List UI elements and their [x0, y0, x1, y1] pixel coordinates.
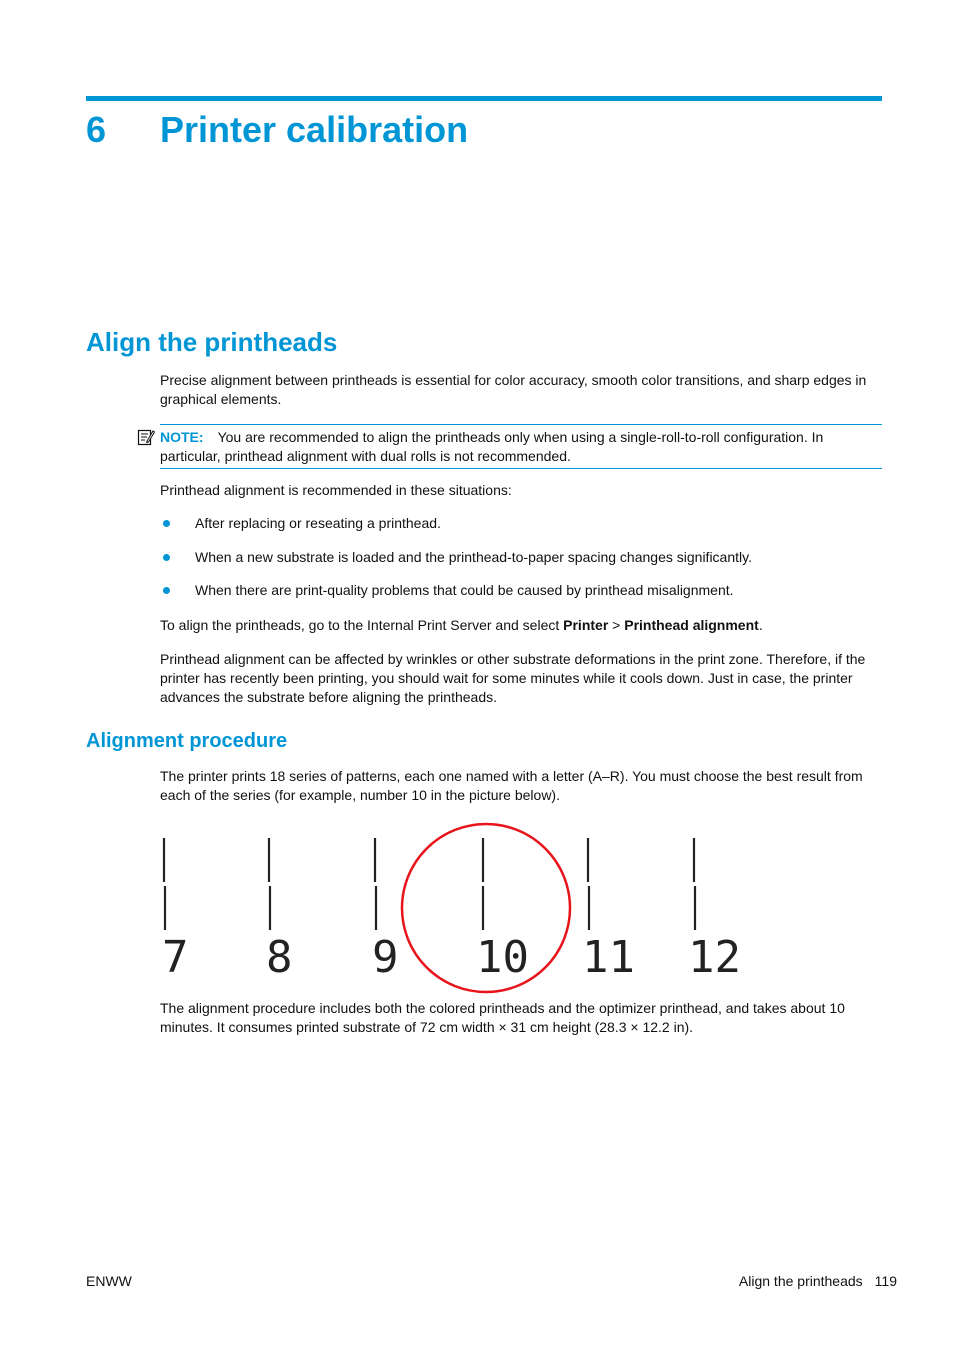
list-item-text: When a new substrate is loaded and the printhead-to-paper spacing changes significantly. [195, 548, 752, 565]
list-item [160, 514, 882, 533]
list-item [160, 581, 882, 600]
bullet-icon [163, 554, 170, 561]
menu-separator: > [608, 617, 625, 633]
subsection-title: Alignment procedure [86, 730, 288, 752]
howto-prefix: To align the printheads, go to the Internal Print Server and select [160, 617, 564, 633]
pattern-label-7: 7 [162, 932, 189, 983]
intro-paragraph: Precise alignment between printheads is essential for color accuracy, smooth color transitions, and sharp edges in graphical elements. [160, 372, 867, 407]
situations-list [160, 514, 882, 615]
wrinkles-paragraph: Printhead alignment can be affected by wrinkles or other substrate deformations in the print zone. Therefore, if the printer has recently been printing, you should wait for some minutes while it cools down. Just in case, the printer advances the substrate before aligning the printheads. [160, 651, 866, 705]
note-label: NOTE: [160, 429, 204, 445]
chapter-rule [86, 96, 882, 101]
note-icon [137, 428, 155, 446]
alignment-pattern-figure [158, 820, 758, 998]
situations-intro: Printhead alignment is recommended in these situations: [160, 482, 512, 498]
footer-title: Align the printheads [738, 1273, 863, 1289]
page-number: 119 [874, 1273, 897, 1289]
footer-right [739, 1272, 897, 1291]
pattern-label-8: 8 [266, 932, 293, 983]
note-box [160, 424, 882, 469]
pattern-label-12: 12 [688, 932, 741, 983]
bullet-icon [163, 587, 170, 594]
menu-printhead-alignment: Printhead alignment [624, 617, 759, 633]
howto-paragraph [160, 616, 882, 635]
section-title: Align the printheads [86, 327, 338, 357]
list-item-text: When there are print-quality problems that could be caused by printhead misalignment. [195, 582, 734, 598]
chapter-title: Printer calibration [160, 109, 469, 150]
pattern-label-11: 11 [582, 932, 635, 983]
bullet-icon [163, 520, 170, 527]
pattern-label-9: 9 [372, 932, 399, 983]
list-item [160, 548, 882, 567]
duration-paragraph: The alignment procedure includes both the colored printheads and the optimizer printhead, and takes about 10 minutes. It consumes printed substrate of 72 cm width × 31 cm height (28.3 × 12.2 in). [160, 1000, 845, 1035]
footer-left: ENWW [86, 1273, 132, 1289]
chapter-heading [86, 108, 468, 152]
menu-printer: Printer [563, 617, 609, 633]
chapter-number: 6 [86, 109, 107, 150]
note-text: You are recommended to align the printheads only when using a single-roll-to-roll configuration. In particular, printhead alignment with dual rolls is not recommended. [160, 429, 824, 464]
procedure-paragraph: The printer prints 18 series of patterns, each one named with a letter (A–R). You must choose the best result from each of the series (for example, number 10 in the picture below). [160, 768, 863, 803]
pattern-label-10: 10 [476, 932, 529, 983]
howto-suffix: . [758, 617, 763, 633]
list-item-text: After replacing or reseating a printhead. [195, 515, 441, 531]
